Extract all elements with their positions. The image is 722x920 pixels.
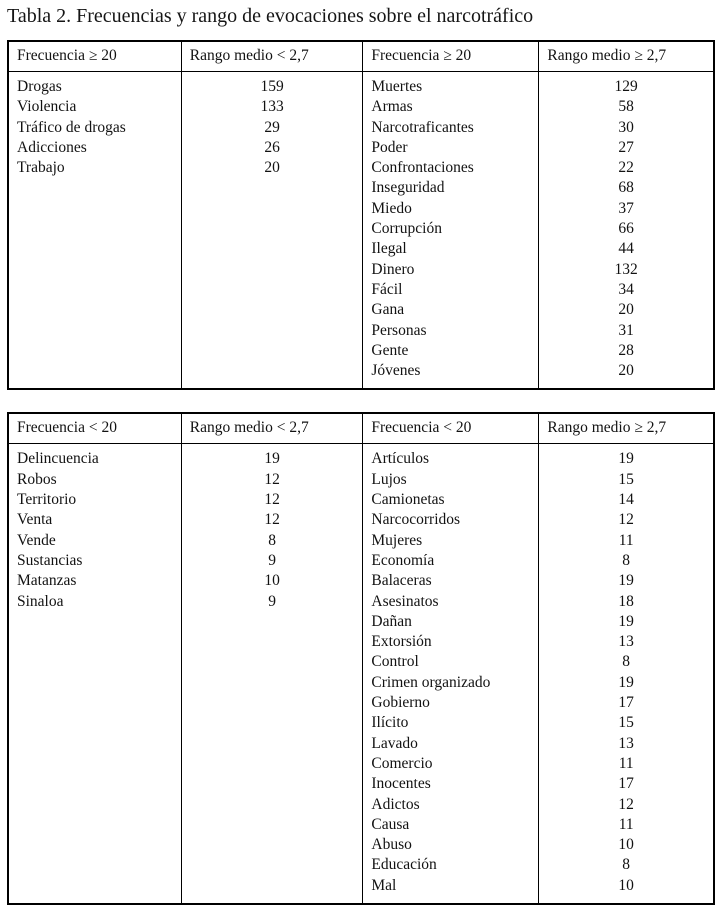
column-labels-left [9,444,181,903]
row-value: 20 [618,301,634,319]
row-value: 19 [618,673,634,691]
row-value: 11 [618,754,634,772]
row-value: 58 [618,98,634,116]
row-label: Personas [371,321,427,339]
row-value: 12 [264,511,280,529]
row-label: Gobierno [371,694,430,712]
row-label: Violencia [17,98,77,116]
row-label: Vende [17,531,56,549]
column-values-left [181,444,363,903]
table-header-row [9,414,713,444]
column-values-right [538,72,713,388]
header-rank-left: Rango medio < 2,7 [181,42,363,71]
row-value: 10 [618,836,634,854]
row-value: 12 [618,795,634,813]
row-value: 27 [618,138,634,156]
row-value: 19 [618,572,634,590]
column-values-right [538,444,713,903]
table-header-row [9,42,713,72]
row-label: Drogas [17,78,62,95]
row-label: Adicciones [17,138,87,156]
row-label: Sinaloa [17,592,64,610]
row-value: 37 [618,199,634,217]
row-value: 44 [618,240,634,258]
row-label: Dañan [371,612,412,630]
row-label: Confrontaciones [371,159,474,177]
row-label: Camionetas [371,491,445,509]
row-label: Inseguridad [371,179,445,197]
row-value: 159 [260,78,284,95]
row-label: Extorsión [371,633,432,651]
row-label: Delincuencia [17,450,99,468]
row-label: Ilícito [371,714,409,732]
row-label: Lujos [371,470,407,488]
row-value: 8 [622,653,631,671]
row-label: Muertes [371,78,423,95]
header-rank-right: Rango medio ≥ 2,7 [538,414,713,443]
row-value: 10 [264,572,280,590]
row-value: 20 [618,362,634,380]
row-value: 29 [264,118,280,136]
row-value: 31 [618,321,634,339]
row-value: 132 [614,260,638,278]
row-value: 20 [264,159,280,177]
row-value: 30 [618,118,634,136]
row-value: 15 [618,470,634,488]
row-value: 17 [618,775,634,793]
row-label: Economía [371,551,435,569]
row-label: Matanzas [17,572,77,590]
frequency-table-low [7,412,715,905]
row-label: Tráfico de drogas [17,118,126,136]
row-value: 68 [618,179,634,197]
row-label: Fácil [371,280,403,298]
row-value: 9 [268,551,276,569]
row-value: 11 [618,531,634,549]
row-value: 17 [618,694,634,712]
row-value: 11 [618,815,634,833]
row-label: Poder [371,138,408,156]
row-label: Asesinatos [371,592,439,610]
row-value: 18 [618,592,634,610]
row-label: Control [371,653,419,671]
row-label: Adictos [371,795,420,813]
row-label: Crimen organizado [371,673,491,691]
row-label: Inocentes [371,775,431,793]
column-values-left [181,72,363,388]
header-rank-right: Rango medio ≥ 2,7 [538,42,713,71]
row-label: Lavado [371,734,418,752]
column-labels-right [362,444,538,903]
row-label: Territorio [17,491,77,509]
row-label: Jóvenes [371,362,421,380]
row-value: 12 [618,511,634,529]
header-frequency-left: Frecuencia < 20 [17,419,117,437]
row-value: 129 [614,78,638,95]
row-label: Ilegal [371,240,407,258]
row-value: 19 [618,450,634,468]
row-value: 14 [618,491,634,509]
table-caption: Tabla 2. Frecuencias y rango de evocaciones sobre el narcotráfico [7,5,534,27]
row-label: Narcocorridos [371,511,461,529]
row-value: 133 [260,98,284,116]
row-value: 10 [618,876,634,894]
row-label: Artículos [371,450,430,468]
row-label: Narcotraficantes [371,118,474,136]
row-value: 12 [264,470,280,488]
header-frequency-right: Frecuencia < 20 [362,414,538,443]
column-labels-right [362,72,538,388]
row-label: Mujeres [371,531,423,549]
row-value: 34 [618,280,634,298]
row-value: 19 [618,612,634,630]
row-value: 8 [622,856,631,874]
table-body [9,444,713,903]
row-value: 9 [268,592,276,610]
row-value: 13 [618,734,634,752]
row-label: Sustancias [17,551,83,569]
row-label: Miedo [371,199,412,217]
row-label: Balaceras [371,572,432,590]
row-value: 28 [618,341,634,359]
table-body [9,72,713,388]
row-value: 22 [618,159,634,177]
row-label: Corrupción [371,220,442,238]
header-frequency-left: Frecuencia ≥ 20 [17,47,117,64]
row-label: Armas [371,98,413,116]
row-value: 12 [264,491,280,509]
column-labels-left [9,72,181,388]
row-value: 19 [264,450,280,468]
row-value: 15 [618,714,634,732]
row-label: Venta [17,511,53,529]
row-value: 26 [264,138,280,156]
row-label: Mal [371,876,397,894]
row-label: Gana [371,301,405,319]
row-label: Comercio [371,754,433,772]
row-label: Causa [371,815,410,833]
row-value: 66 [618,220,634,238]
header-frequency-right: Frecuencia ≥ 20 [362,42,538,71]
frequency-table-high [7,40,715,390]
header-rank-left: Rango medio < 2,7 [181,414,363,443]
row-label: Trabajo [17,159,65,177]
row-value: 13 [618,633,634,651]
row-label: Robos [17,470,57,488]
row-label: Abuso [371,836,412,854]
row-label: Gente [371,341,409,359]
row-label: Educación [371,856,437,874]
row-value: 8 [268,531,276,549]
row-value: 8 [622,551,631,569]
row-label: Dinero [371,260,415,278]
